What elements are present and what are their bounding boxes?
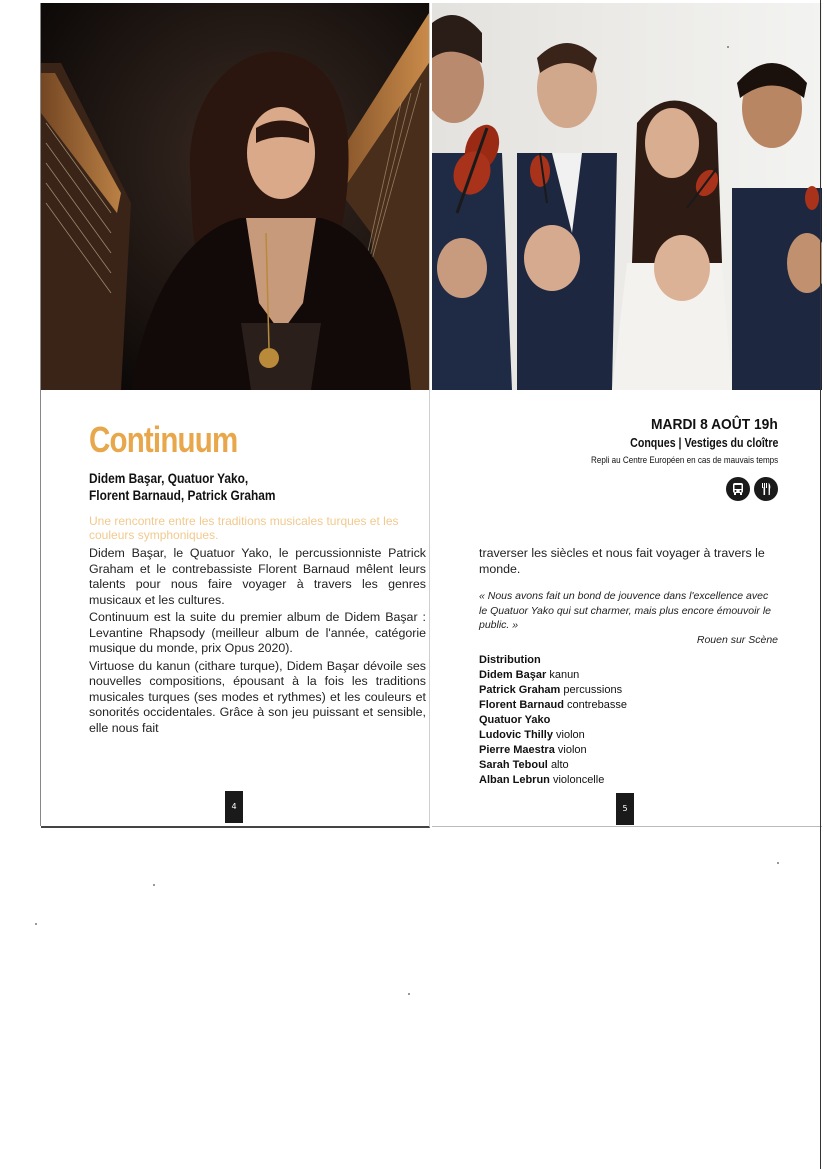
member-role: violon [556,729,585,741]
event-venue: Conques | Vestiges du cloître [629,436,778,450]
scan-speck [408,993,410,995]
member-name: Pierre Maestra [479,744,555,756]
concert-title: Continuum [89,419,238,460]
member-name: Didem Başar [479,669,547,681]
right-page [432,3,822,827]
lead-text: Une rencontre entre les traditions musicales turques et les couleurs symphoniques. [89,514,399,542]
member-role: violon [557,744,587,756]
paragraph-2: Continuum est la suite du premier album de Didem Başar : Levantine Rhapsody (meilleur album de l'année, catégorie musique du monde, prix Opus 2020). [89,610,426,655]
scan-speck [727,46,729,48]
continuation-text: traverser les siècles et nous fait voyager à travers le monde. [479,546,765,576]
list-item [479,743,627,758]
list-item [479,668,627,683]
event-date: MARDI 8 AOÛT 19h [651,416,778,433]
list-item [479,773,627,788]
artists-line-2: Florent Barnaud, Patrick Graham [89,487,276,503]
restaurant-icon [754,477,778,501]
member-name: Florent Barnaud [479,699,564,711]
scan-speck [153,884,155,886]
member-role: alto [550,759,569,771]
member-name: Patrick Graham [479,684,561,696]
description-body [89,546,426,738]
artists-line-1: Didem Başar, Quatuor Yako, [89,470,249,486]
distribution-list [479,653,627,788]
quartet-photo [432,3,822,390]
member-role: percussions [563,684,623,696]
member-name: Alban Lebrun [479,774,550,786]
scan-speck [777,862,779,864]
member-name: Quatuor Yako [479,714,551,726]
scan-edge-line [820,0,821,1169]
member-role: violoncelle [552,774,605,786]
distribution-heading: Distribution [479,654,541,666]
scan-speck [35,923,37,925]
list-item [479,683,627,698]
member-role: contrebasse [567,699,627,711]
left-page [41,3,430,828]
member-name: Sarah Teboul [479,759,548,771]
press-quote: « Nous avons fait un bond de jouvence dans l'excellence avec le Quatuor Yako qui sut charmer, mais plus encore émouvoir le public. » [479,590,772,631]
artists-heading [89,470,275,504]
paragraph-1: Didem Başar, le Quatuor Yako, le percussionniste Patrick Graham et le contrebassiste Florent Barnaud mêlent leurs talents pour nous faire voyager à travers les genres musicaux et les cultures. [89,546,426,607]
list-item [479,758,627,773]
kanun-player-photo [41,3,429,390]
member-role: kanun [549,669,580,681]
fallback-venue: Repli au Centre Européen en cas de mauvais temps [590,455,778,466]
quote-source: Rouen sur Scène [696,634,778,646]
service-icons [726,477,778,501]
list-item [479,728,627,743]
member-name: Ludovic Thilly [479,729,553,741]
paragraph-3: Virtuose du kanun (cithare turque), Didem Başar dévoile ses nouvelles compositions, épousant à la fois les traditions musicales turques (ses modes et rythmes) et les couleurs et sonorités occidentales. Grâce à son jeu puissant et sensible, elle nous fait [89,658,426,735]
list-item [479,698,627,713]
bus-icon [726,477,750,501]
page-number-right: 5 [616,793,634,825]
page-number-left: 4 [225,791,243,823]
list-item [479,713,627,728]
